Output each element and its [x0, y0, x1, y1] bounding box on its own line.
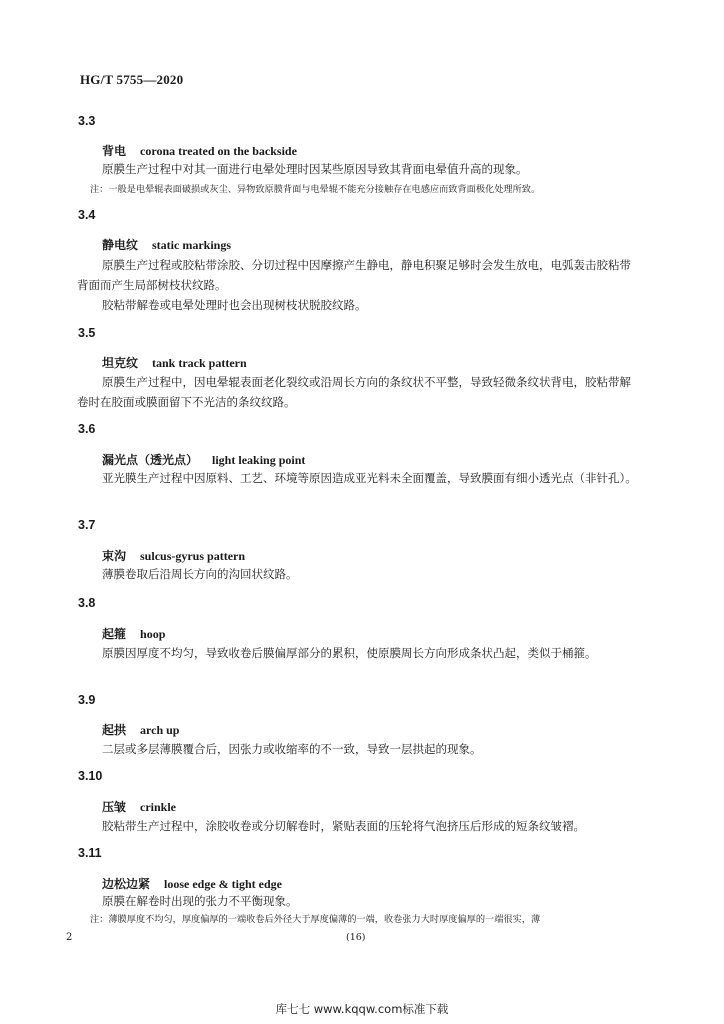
section-number: 3.5: [78, 326, 96, 340]
term-heading: [102, 721, 179, 738]
term-heading: [102, 547, 245, 564]
note-text: 注：一般是电晕辊表面破损或灰尘、异物致原膜背面与电晕辊不能充分接触存在电感应而致背面极化处理所致。: [90, 184, 541, 195]
term-english: tank track pattern: [152, 356, 247, 370]
section-number: 3.7: [78, 518, 96, 532]
section-number: 3.3: [78, 114, 96, 128]
term-heading: [102, 625, 165, 642]
page-number: 2: [66, 932, 73, 943]
section-number: 3.9: [78, 693, 96, 707]
term-heading: [102, 798, 176, 815]
definition-text: 原膜生产过程或胶粘带涂胶、分切过程中因摩擦产生静电，静电积聚足够时会发生放电，电弧轰击胶粘带背面而产生局部树枝状纹路。: [77, 258, 631, 292]
term-heading: [102, 236, 231, 253]
term-english: light leaking point: [212, 453, 306, 467]
page-reference: (16): [346, 932, 366, 943]
term-chinese: 边松边紧: [102, 877, 151, 891]
section-number: 3.10: [78, 769, 103, 783]
note-text: 注：薄膜厚度不均匀，厚度偏厚的一端收卷后外径大于厚度偏薄的一端，收卷张力大时厚度偏厚的一端很实，薄: [90, 914, 541, 925]
standard-code: HG/T 5755—2020: [80, 72, 184, 87]
term-heading: [102, 354, 247, 371]
term-chinese: 静电纹: [102, 238, 139, 252]
term-chinese: 压皱: [102, 800, 127, 814]
section-number: 3.8: [78, 596, 96, 610]
definition-text: 原膜因厚度不均匀，导致收卷后膜偏厚部分的累积，使原膜周长方向形成条状凸起，类似于桶箍。: [102, 646, 597, 660]
definition-text: 亚光膜生产过程中因原料、工艺、环境等原因造成亚光料未全面覆盖，导致膜面有细小透光点（非针孔）。: [102, 471, 637, 485]
definition-text: 薄膜卷取后沿周长方向的沟回状纹路。: [102, 567, 298, 581]
term-english: hoop: [140, 627, 166, 641]
term-heading: [102, 142, 297, 159]
term-english: crinkle: [140, 800, 177, 814]
definition-text: 胶粘带生产过程中，涂胶收卷或分切解卷时，紧贴表面的压轮将气泡挤压后形成的短条纹皱褶。: [102, 819, 585, 833]
definition-text: 原膜生产过程中，因电晕辊表面老化裂纹或沿周长方向的条纹状不平整，导致轻微条纹状背电，胶粘带解卷时在胶面或膜面留下不光洁的条纹纹路。: [77, 375, 631, 409]
definition-text: 原膜在解卷时出现的张力不平衡现象。: [102, 894, 298, 908]
definition-text: 二层或多层薄膜覆合后，因张力或收缩率的不一致，导致一层拱起的现象。: [102, 742, 482, 756]
term-english: static markings: [152, 238, 232, 252]
definition-text: 胶粘带解卷或电晕处理时也会出现树枝状脱胶纹路。: [102, 298, 367, 312]
term-english: loose edge & tight edge: [164, 877, 282, 891]
term-english: arch up: [140, 723, 180, 737]
section-number: 3.11: [78, 846, 102, 860]
download-site-footer: 库七七 www.kqqw.com标准下载: [275, 1002, 449, 1016]
term-chinese: 束沟: [102, 549, 127, 563]
term-english: sulcus-gyrus pattern: [140, 549, 246, 563]
term-chinese: 漏光点（透光点）: [102, 453, 199, 467]
section-number: 3.4: [78, 208, 96, 222]
term-chinese: 坦克纹: [102, 356, 139, 370]
term-chinese: 起拱: [102, 723, 127, 737]
term-chinese: 背电: [102, 144, 127, 158]
definition-text: 原膜生产过程中对其一面进行电晕处理时因某些原因导致其背面电晕值升高的现象。: [102, 162, 528, 176]
term-heading: [102, 451, 305, 468]
section-number: 3.6: [78, 422, 96, 436]
term-heading: [102, 875, 282, 892]
term-chinese: 起箍: [102, 627, 127, 641]
term-english: corona treated on the backside: [140, 144, 297, 158]
